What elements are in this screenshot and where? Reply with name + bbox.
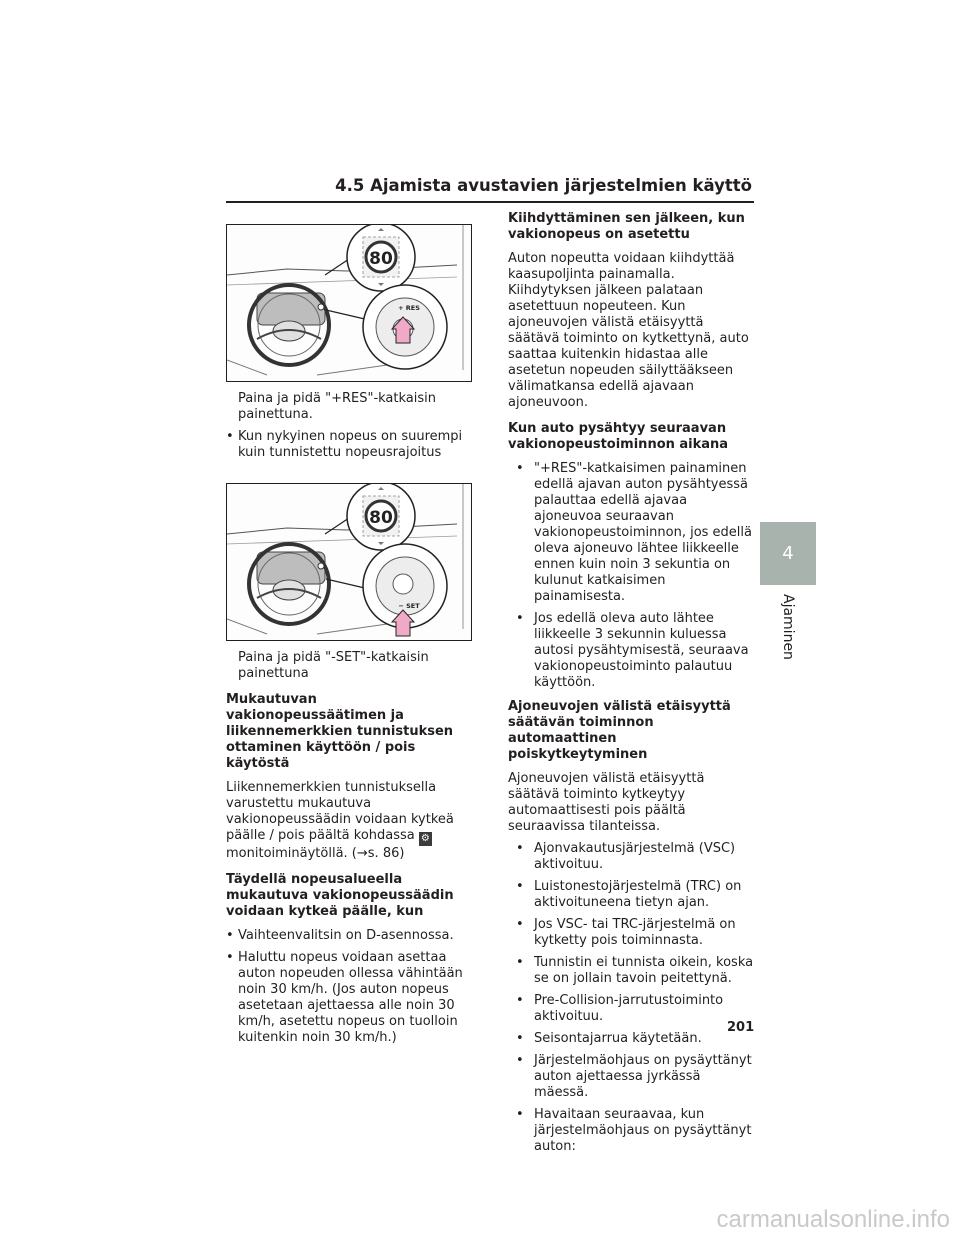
chapter-number: 4	[782, 543, 794, 564]
list-item: • Ajonvakautusjärjestelmä (VSC) aktivoituu.	[516, 841, 736, 872]
list-item: • Jos VSC- tai TRC-järjestelmä on kytketty pois toiminnasta.	[516, 917, 736, 948]
list-item-text: Seisontajarrua käytetään.	[534, 1031, 702, 1046]
list-item: • Jos edellä oleva auto lähtee liikkeelle 3 sekunnin kuluessa autosi pysähtymisestä, seuraava vakionopeustoiminto palautuu käyttöön.	[516, 611, 749, 690]
paragraph	[226, 780, 472, 862]
figure-set-caption: Paina ja pidä "-SET"-katkaisin painettuna	[238, 650, 429, 681]
paragraph: Ajoneuvojen välistä etäisyyttä säätävä toiminto kytkeytyy automaattisesti pois päältä seuraavissa tilanteissa.	[508, 771, 705, 834]
list-item: • Vaihteenvalitsin on D-asennossa.	[226, 928, 472, 944]
page-number: 201	[727, 1020, 755, 1035]
watermark: carmanualsonline.info	[716, 1206, 950, 1233]
list-item-text: Ajonvakautusjärjestelmä (VSC) aktivoituu.	[534, 841, 736, 872]
chapter-label: Ajaminen	[780, 594, 796, 660]
list-item-text: Pre-Collision-jarrutustoiminto aktivoituu.	[534, 993, 724, 1024]
list-item: • Järjestelmäohjaus on pysäyttänyt auton ajettaessa jyrkässä mäessä.	[516, 1053, 752, 1100]
list-item-text: Jos edellä oleva auto lähtee liikkeelle 3 sekunnin kuluessa autosi pysähtymisestä, seuraava vakionopeustoiminto palautuu käyttöön.	[534, 611, 749, 690]
paragraph-text: monitoiminäytöllä. (→s. 86)	[226, 846, 405, 861]
section-heading: Kiihdyttäminen sen jälkeen, kun vakionopeus on asetettu	[508, 211, 745, 242]
list-item: • Tunnistin ei tunnista oikein, koska se on jollain tavoin peitettynä.	[516, 955, 754, 986]
chapter-tab[interactable]	[760, 522, 816, 585]
figure-set-button	[226, 483, 472, 641]
steering-wheel-illustration	[227, 484, 471, 640]
header-divider	[226, 201, 754, 203]
list-item-text: Järjestelmäohjaus on pysäyttänyt auton ajettaessa jyrkässä mäessä.	[534, 1053, 752, 1100]
list-item: • Haluttu nopeus voidaan asettaa auton nopeuden ollessa vähintään noin 30 km/h. (Jos auton nopeus asetetaan ajettaessa alle noin 30 km/h, asetettu nopeus on tuolloin kuitenkin noin 30 km/h.)	[226, 950, 472, 1046]
paragraph: Auton nopeutta voidaan kiihdyttää kaasupoljinta painamalla. Kiihdytyksen jälkeen palataan asetettuun nopeuteen. Kun ajoneuvojen välistä etäisyyttä säätävä toiminto on kytkettynä, auto saattaa kuitenkin hidastaa alle asetetun nopeuden säilyttääkseen välimatkansa edellä ajavaan ajoneuvoon.	[508, 251, 749, 410]
res-button-label: + RES	[398, 304, 420, 312]
left-column	[226, 224, 472, 1052]
list-item: • "+RES"-katkaisimen painaminen edellä ajavan auton pysähtyessä palauttaa edellä ajavaa ajoneuvoa seuraavan vakionopeustoiminnon, jos edellä oleva ajoneuvo lähtee liikkeelle ennen kuin noin 3 sekuntia on kulunut katkaisimen painamisesta.	[516, 461, 752, 604]
speed-sign-value: 80	[369, 508, 393, 528]
figure-res-caption: Paina ja pidä "+RES"-katkaisin painettuna.	[238, 391, 437, 422]
list-item-text: Havaitaan seuraavaa, kun järjestelmäohjaus on pysäyttänyt auton:	[534, 1107, 752, 1154]
speed-sign-value: 80	[369, 249, 393, 269]
list-item: • Pre-Collision-jarrutustoiminto aktivoituu.	[516, 993, 724, 1024]
list-item-text: "+RES"-katkaisimen painaminen edellä ajavan auton pysähtyessä palauttaa edellä ajavaa ajoneuvoa seuraavan vakionopeustoiminnon, jos edellä oleva ajoneuvo lähtee liikkeelle ennen kuin noin 3 sekuntia on kulunut katkaisimen painamisesta.	[534, 461, 752, 604]
right-column	[508, 211, 754, 1161]
section-heading: Kun auto pysähtyy seuraavan vakionopeustoiminnon aikana	[508, 421, 729, 452]
section-heading: Ajoneuvojen välistä etäisyyttä säätävän toiminnon automaattinen poiskytkeytyminen	[508, 699, 731, 762]
list-item: • Havaitaan seuraavaa, kun järjestelmäohjaus on pysäyttänyt auton:	[516, 1107, 752, 1154]
page-header-title: 4.5 Ajamista avustavien järjestelmien käyttö	[335, 176, 752, 195]
section-heading: Mukautuvan vakionopeussäätimen ja liikennemerkkien tunnistuksen ottaminen käyttöön / pois käytöstä	[226, 692, 454, 771]
set-button-label: − SET	[398, 602, 420, 610]
list-item: • Kun nykyinen nopeus on suurempi kuin tunnistettu nopeusrajoitus	[226, 429, 472, 461]
section-heading: Täydellä nopeusalueella mukautuva vakionopeussäädin voidaan kytkeä päälle, kun	[226, 872, 454, 919]
paragraph-text: Liikennemerkkien tunnistuksella varustettu mukautuva vakionopeussäädin voidaan kytkeä päälle / pois päältä kohdassa	[226, 780, 454, 843]
list-item-text: Tunnistin ei tunnista oikein, koska se on jollain tavoin peitettynä.	[534, 955, 754, 986]
gear-icon: ⚙	[419, 832, 432, 846]
list-item: • Seisontajarrua käytetään.	[516, 1031, 702, 1046]
list-item: • Luistonestojärjestelmä (TRC) on aktivoituneena tietyn ajan.	[516, 879, 742, 910]
list-item-text: Luistonestojärjestelmä (TRC) on aktivoituneena tietyn ajan.	[534, 879, 742, 910]
steering-wheel-illustration	[227, 225, 471, 381]
figure-res-button	[226, 224, 472, 382]
list-item-text: Jos VSC- tai TRC-järjestelmä on kytketty pois toiminnasta.	[534, 917, 736, 948]
